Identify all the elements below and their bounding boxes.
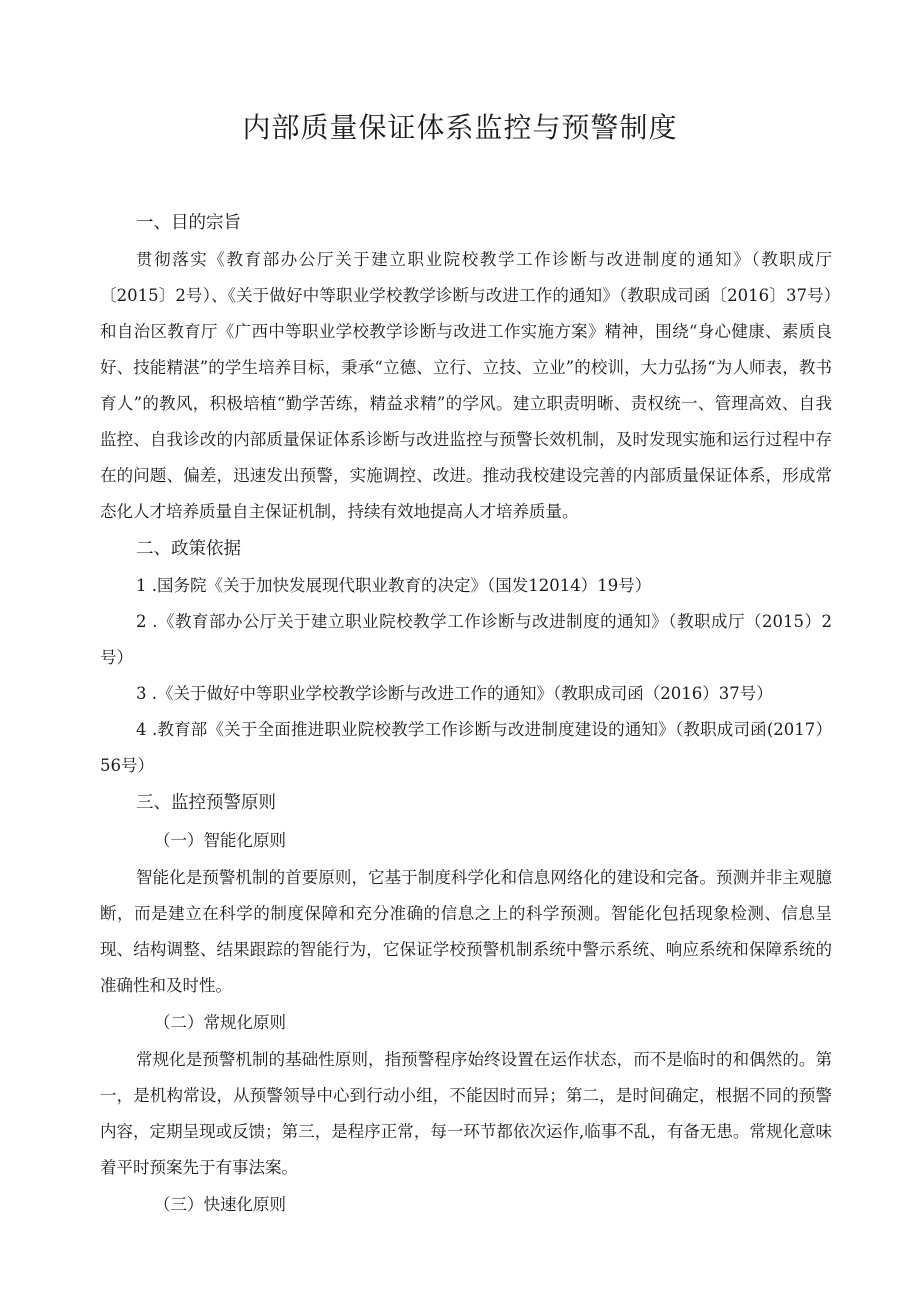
subsection-heading-rapid: （三）快速化原则 <box>154 1195 286 1214</box>
subsection-heading-routine: （二）常规化原则 <box>154 1013 286 1032</box>
section-heading-policy: 二、政策依据 <box>136 539 241 559</box>
policy-item: 3 .《关于做好中等职业学校教学诊断与改进工作的通知》（教职成司函（2016）37号） <box>136 684 773 703</box>
document-body <box>100 204 832 1224</box>
policy-item: 1 .国务院《关于加快发展现代职业教育的决定》（国发12014）19号） <box>136 576 652 595</box>
section-heading-purpose: 一、目的宗旨 <box>136 213 241 233</box>
subsection-paragraph-intelligent: 智能化是预警机制的首要原则，它基于制度科学化和信息网络化的建设和完备。预测并非主观臆断，而是建立在科学的制度保障和充分准确的信息之上的科学预测。智能化包括现象检测、信息呈现、结构调整、结果跟踪的智能行为，它保证学校预警机制系统中警示系统、响应系统和保障系统的准确性和及时性。 <box>100 868 832 995</box>
document-title: 内部质量保证体系监控与预警制度 <box>242 111 678 144</box>
section-paragraph-purpose: 贯彻落实《教育部办公厅关于建立职业院校教学工作诊断与改进制度的通知》（教职成厅〔2015〕2号）、《关于做好中等职业学校教学诊断与改进工作的通知》（教职成司函〔2016〕37号）和自治区教育厅《广西中等职业学校教学诊断与改进工作实施方案》精神，围绕“身心健康、素质良好、技能精湛”的学生培养目标，秉承“立德、立行、立技、立业”的校训，大力弘扬“为人师表，教书育人”的教风，积极培植“勤学苦练，精益求精”的学风。建立职责明晰、责权统一、管理高效、自我监控、自我诊改的内部质量保证体系诊断与改进监控与预警长效机制，及时发现实施和运行过程中存在的问题、偏差，迅速发出预警，实施调控、改进。推动我校建设完善的内部质量保证体系，形成常态化人才培养质量自主保证机制，持续有效地提高人才培养质量。 <box>100 250 832 521</box>
policy-item: 2 .《教育部办公厅关于建立职业院校教学工作诊断与改进制度的通知》（教职成厅（2015）2号） <box>100 612 832 667</box>
subsection-paragraph-routine: 常规化是预警机制的基础性原则，指预警程序始终设置在运作状态，而不是临时的和偶然的。第一，是机构常设，从预警领导中心到行动小组，不能因时而异；第二，是时间确定，根据不同的预警内容，定期呈现或反馈；第三，是程序正常，每一环节都依次运作,临事不乱，有备无患。常规化意味着平时预案先于有事法案。 <box>100 1050 832 1177</box>
policy-item: 4 .教育部《关于全面推进职业院校教学工作诊断与改进制度建设的通知》（教职成司函(2017）56号） <box>100 720 832 775</box>
section-heading-principles: 三、监控预警原则 <box>136 793 276 813</box>
subsection-heading-intelligent: （一）智能化原则 <box>154 831 286 850</box>
